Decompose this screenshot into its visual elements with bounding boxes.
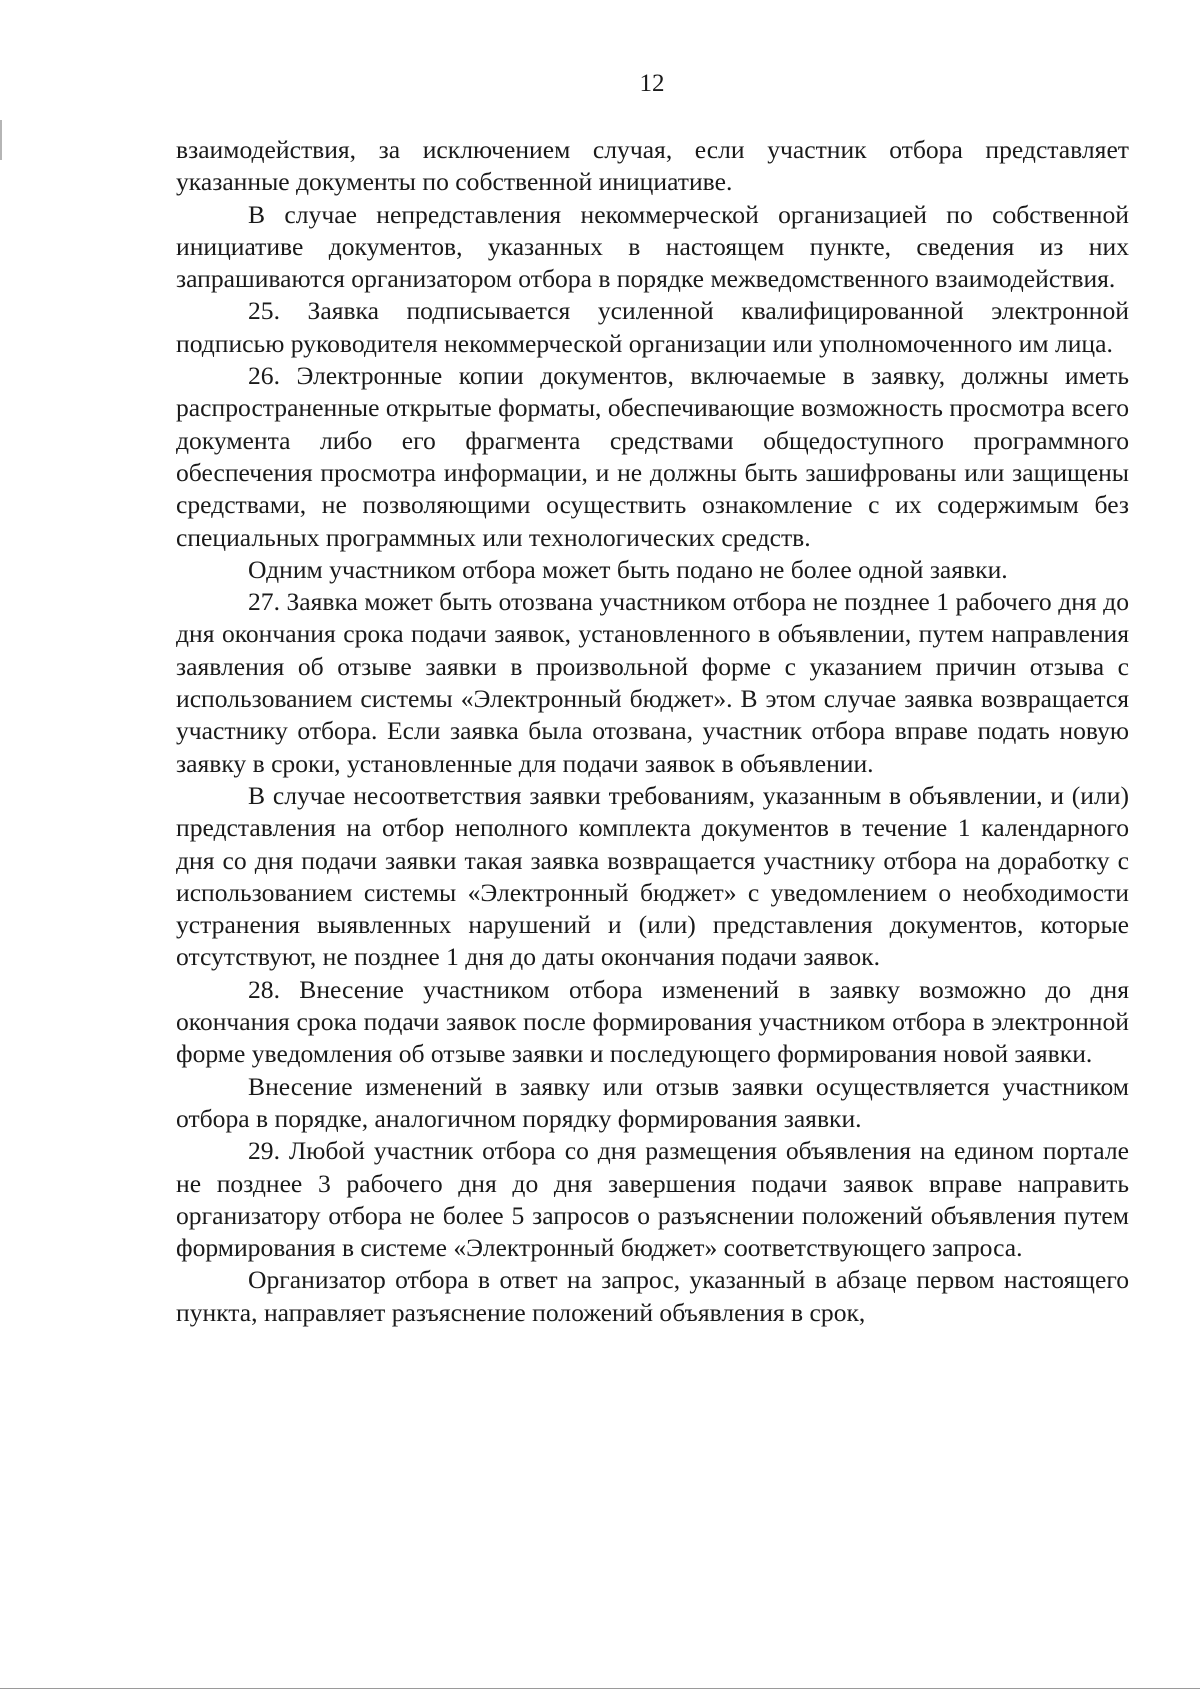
paragraph: Организатор отбора в ответ на запрос, указанный в абзаце первом настоящего пункта, направляет разъяснение положений объявления в срок, xyxy=(176,1265,1129,1327)
page-number: 12 xyxy=(639,70,665,97)
paragraph-item-25: 25. Заявка подписывается усиленной квалифицированной электронной подписью руководителя некоммерческой организации или уполномоченного им лица. xyxy=(176,296,1129,358)
scan-bottom-line xyxy=(0,1688,1200,1689)
scan-edge-mark xyxy=(0,120,2,160)
paragraph-item-26: 26. Электронные копии документов, включаемые в заявку, должны иметь распространенные открытые форматы, обеспечивающие возможность просмотра всего документа либо его фрагмента средствами общедоступного программного обеспечения просмотра информации, и не должны быть зашифрованы или защищены средствами, не позволяющими осуществить ознакомление с их содержимым без специальных программных или технологических средств. xyxy=(176,361,1129,552)
paragraph-item-28: 28. Внесение участником отбора изменений в заявку возможно до дня окончания срока подачи заявок после формирования участником отбора в электронной форме уведомления об отзыве заявки и последующего формирования новой заявки. xyxy=(176,974,1129,1069)
paragraph: Внесение изменений в заявку или отзыв заявки осуществляется участником отбора в порядке, аналогичном порядку формирования заявки. xyxy=(176,1071,1129,1133)
document-body xyxy=(176,134,1129,1329)
paragraph-continuation: взаимодействия, за исключением случая, если участник отбора представляет указанные документы по собственной инициативе. xyxy=(176,135,1129,197)
paragraph-item-27: 27. Заявка может быть отозвана участником отбора не позднее 1 рабочего дня до дня окончания срока подачи заявок, установленного в объявлении, путем направления заявления об отзыве заявки в произвольной форме с указанием причин отзыва с использованием системы «Электронный бюджет». В этом случае заявка возвращается участнику отбора. Если заявка была отозвана, участник отбора вправе подать новую заявку в сроки, установленные для подачи заявок в объявлении. xyxy=(176,587,1129,778)
paragraph: В случае несоответствия заявки требованиям, указанным в объявлении, и (или) представления на отбор неполного комплекта документов в течение 1 календарного дня со дня подачи заявки такая заявка возвращается участнику отбора на доработку с использованием системы «Электронный бюджет» с уведомлением о необходимости устранения выявленных нарушений и (или) представления документов, которые отсутствуют, не позднее 1 дня до даты окончания подачи заявок. xyxy=(176,780,1129,972)
paragraph: Одним участником отбора может быть подано не более одной заявки. xyxy=(248,554,1008,584)
paragraph: В случае непредставления некоммерческой организацией по собственной инициативе документов, указанных в настоящем пункте, сведения из них запрашиваются организатором отбора в порядке межведомственного взаимодействия. xyxy=(176,199,1129,294)
paragraph-item-29: 29. Любой участник отбора со дня размещения объявления на едином портале не позднее 3 рабочего дня до дня завершения подачи заявок вправе направить организатору отбора не более 5 запросов о разъяснении положений объявления путем формирования в системе «Электронный бюджет» соответствующего запроса. xyxy=(176,1136,1129,1263)
